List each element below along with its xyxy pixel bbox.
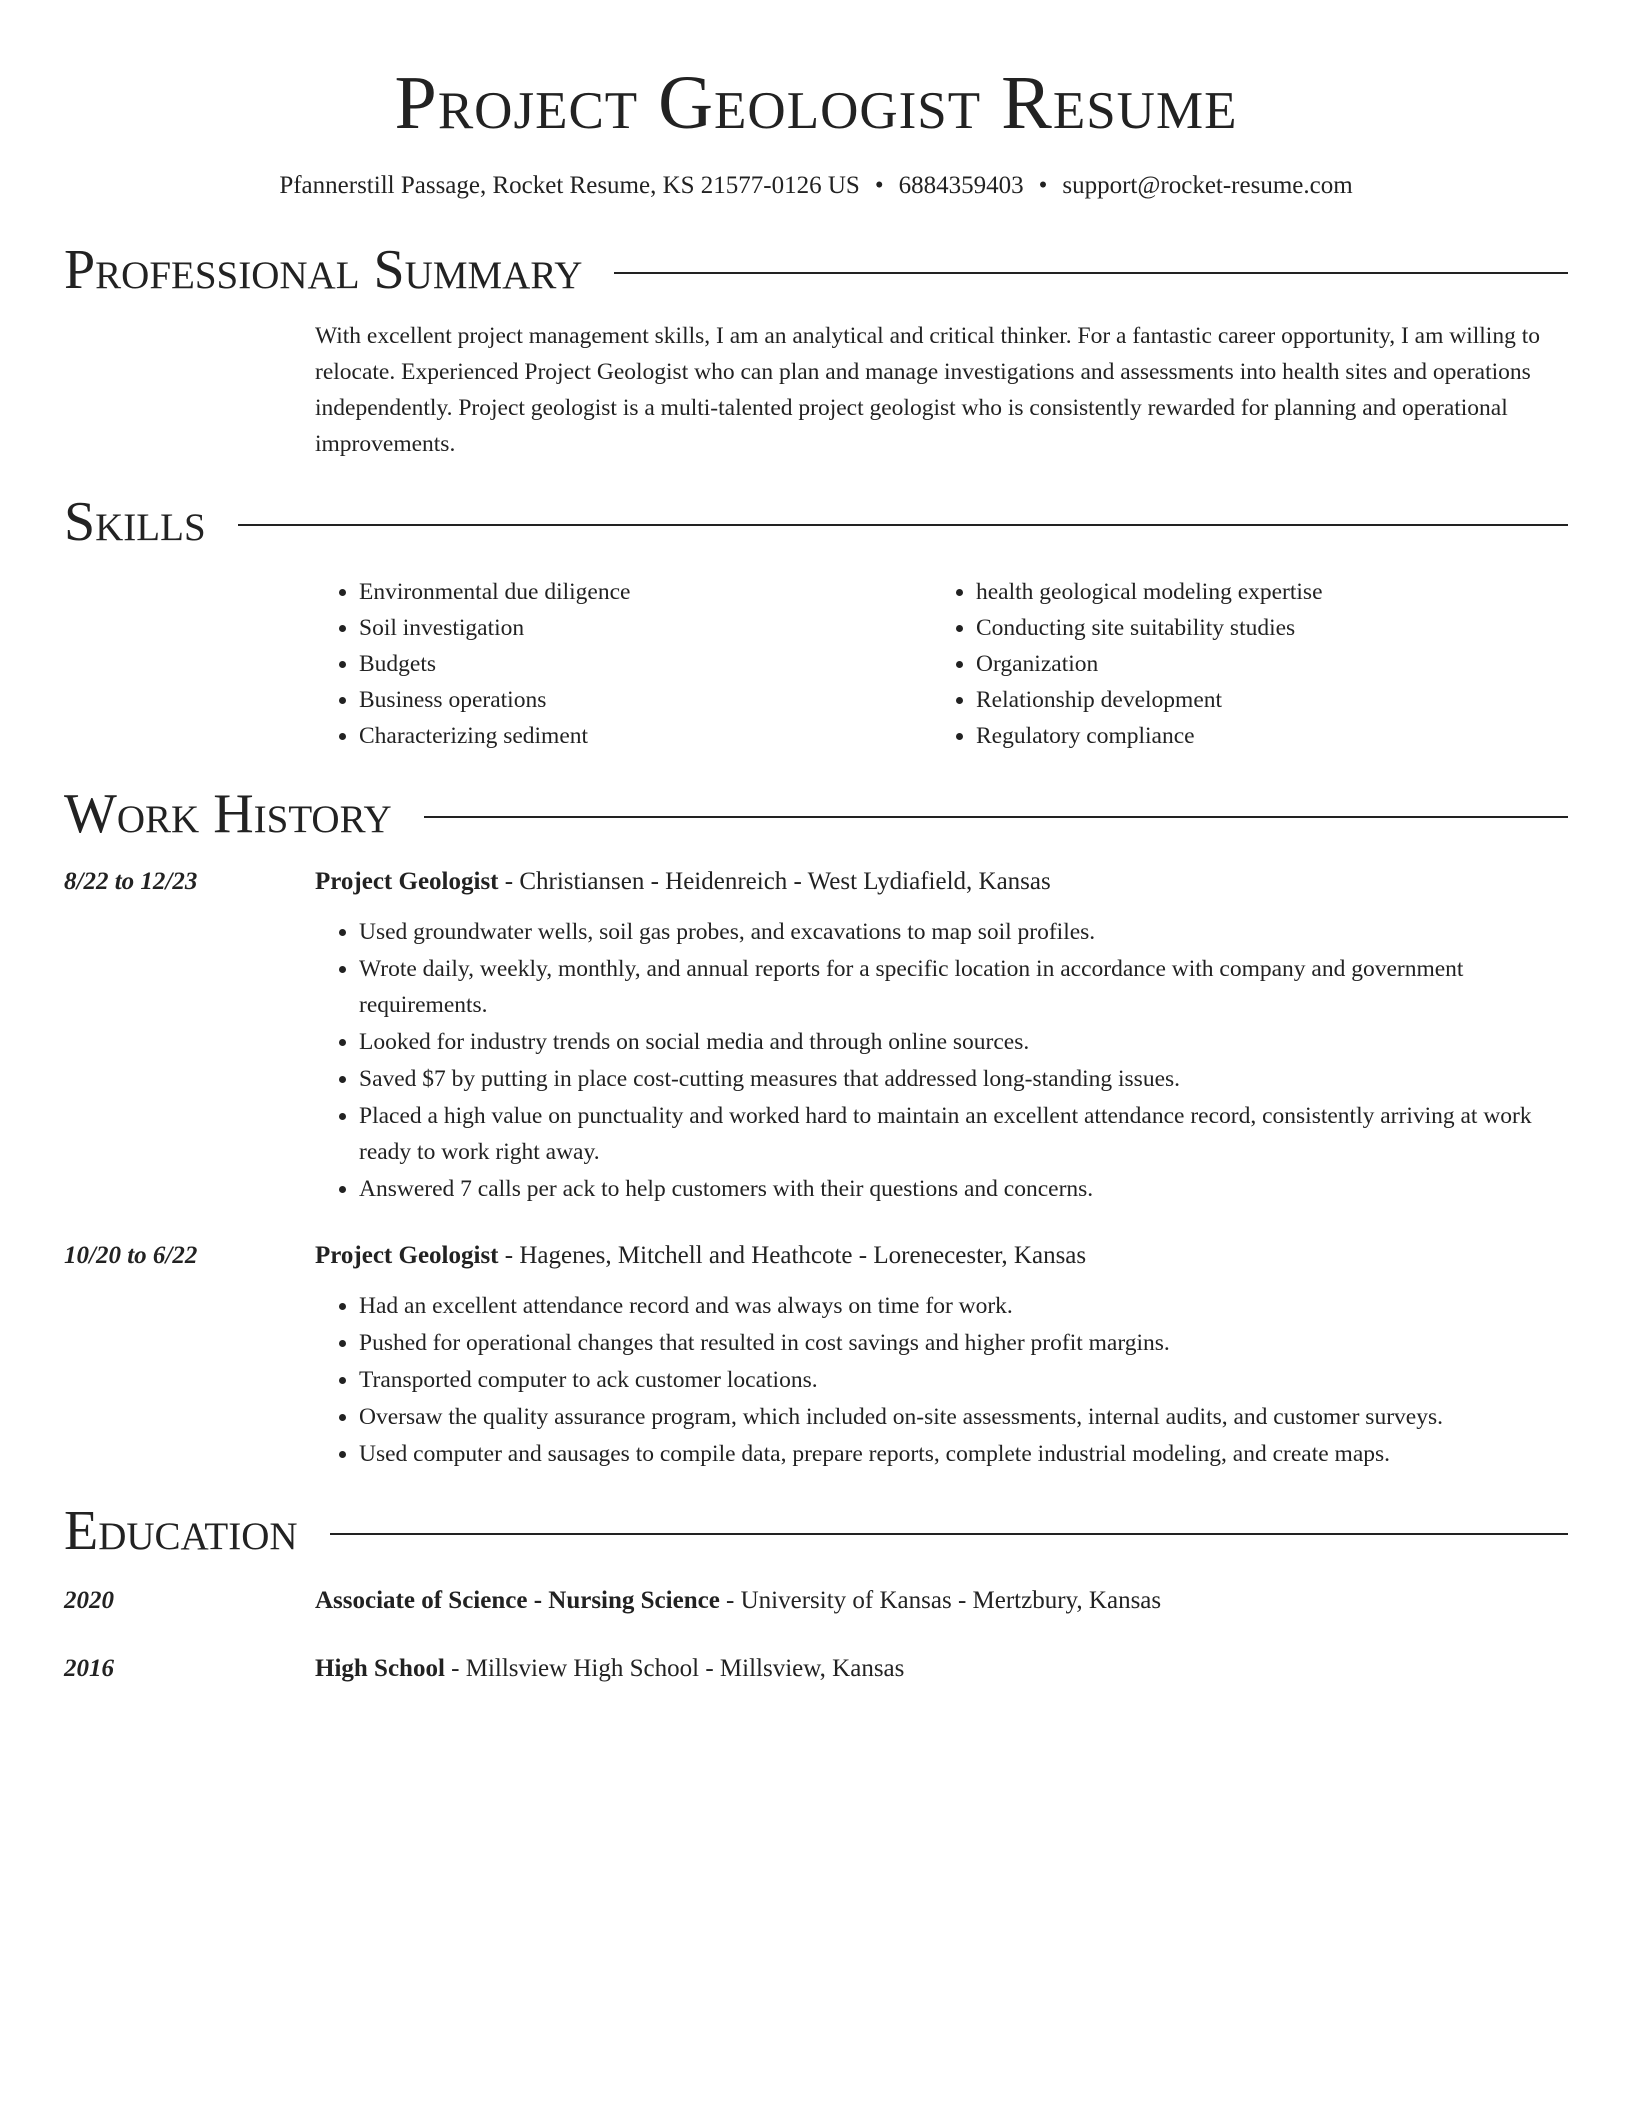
summary-section-header xyxy=(64,238,1568,302)
degree-name: Associate of Science - Nursing Science xyxy=(315,1587,720,1614)
skill-item: • Business operations xyxy=(359,682,932,718)
work-bullet: • Placed a high value on punctuality and worked hard to maintain an excellent attendance record, consistently arriving at work ready to work right away. xyxy=(359,1098,1568,1170)
skills-list xyxy=(315,574,1568,754)
work-date: 10/20 to 6/22 xyxy=(64,1242,198,1269)
work-headline xyxy=(315,1238,1568,1274)
work-bullet: • Had an excellent attendance record and was always on time for work. xyxy=(359,1288,1568,1324)
skill-item: • Environmental due diligence xyxy=(359,574,932,610)
job-title: Project Geologist xyxy=(315,868,499,895)
skills-section-header xyxy=(64,490,1568,554)
work-headline xyxy=(315,864,1568,900)
education-heading: Education xyxy=(64,1500,298,1562)
work-bullet: • Used computer and sausages to compile data, prepare reports, complete industrial modeling, and create maps. xyxy=(359,1436,1568,1472)
summary-heading: Professional Summary xyxy=(64,239,583,301)
education-headline xyxy=(315,1651,1568,1687)
school-details: - Millsview High School - Millsview, Kansas xyxy=(444,1655,905,1682)
job-title: Project Geologist xyxy=(315,1242,499,1269)
work-bullets xyxy=(315,1288,1568,1472)
skill-item: • Characterizing sediment xyxy=(359,718,932,754)
skills-column-left xyxy=(315,574,932,754)
summary-text: With excellent project management skills, I am an analytical and critical thinker. For a fantastic career opportunity, I am willing to relocate. Experienced Project Geologist who can plan and manage investigations and assessments into health sites and operations independently. Project geologist is a multi-talented project geologist who is consistently rewarded for planning and operational improvements. xyxy=(315,323,1540,457)
skill-item: • health geological modeling expertise xyxy=(976,574,1549,610)
contact-address: Pfannerstill Passage, Rocket Resume, KS 21577-0126 US xyxy=(279,172,860,199)
work-bullet: • Wrote daily, weekly, monthly, and annual reports for a specific location in accordance with company and government requirements. xyxy=(359,951,1568,1023)
work-bullet: • Used groundwater wells, soil gas probes, and excavations to map soil profiles. xyxy=(359,914,1568,950)
education-date: 2016 xyxy=(64,1655,114,1682)
work-bullet: • Answered 7 calls per ack to help customers with their questions and concerns. xyxy=(359,1171,1568,1207)
skill-item: • Soil investigation xyxy=(359,610,932,646)
school-details: - University of Kansas - Mertzbury, Kansas xyxy=(719,1587,1162,1614)
education-entry xyxy=(64,1651,1568,1687)
work-entry xyxy=(64,864,1568,1208)
work-date: 8/22 to 12/23 xyxy=(64,868,198,895)
work-section-header xyxy=(64,782,1568,846)
work-bullet: • Oversaw the quality assurance program, which included on-site assessments, internal audits, and customer surveys. xyxy=(359,1399,1568,1435)
work-entry xyxy=(64,1238,1568,1473)
job-details: - Hagenes, Mitchell and Heathcote - Lorenecester, Kansas xyxy=(498,1242,1087,1269)
work-bullet: • Transported computer to ack customer locations. xyxy=(359,1362,1568,1398)
skill-item: • Organization xyxy=(976,646,1549,682)
contact-phone: 6884359403 xyxy=(898,172,1024,199)
contact-separator: • xyxy=(874,172,884,199)
education-date: 2020 xyxy=(64,1587,114,1614)
section-divider xyxy=(424,816,1568,818)
skills-heading: Skills xyxy=(64,491,206,553)
education-entry xyxy=(64,1583,1568,1619)
work-bullets xyxy=(315,914,1568,1207)
skill-item: • Regulatory compliance xyxy=(976,718,1549,754)
section-divider xyxy=(330,1533,1568,1535)
work-bullet: • Looked for industry trends on social media and through online sources. xyxy=(359,1024,1568,1060)
resume-page xyxy=(64,0,1568,1687)
work-heading: Work History xyxy=(64,783,392,845)
skill-item: • Budgets xyxy=(359,646,932,682)
degree-name: High School xyxy=(315,1655,445,1682)
resume-title: Project Geologist Resume xyxy=(394,61,1238,145)
education-headline xyxy=(315,1583,1568,1619)
education-section-header xyxy=(64,1499,1568,1563)
skill-item: • Conducting site suitability studies xyxy=(976,610,1549,646)
section-divider xyxy=(614,272,1568,274)
job-details: - Christiansen - Heidenreich - West Lydiafield, Kansas xyxy=(498,868,1051,895)
section-divider xyxy=(238,524,1568,526)
contact-separator: • xyxy=(1038,172,1048,199)
skill-item: • Relationship development xyxy=(976,682,1549,718)
contact-email: support@rocket-resume.com xyxy=(1062,172,1353,199)
work-bullet: • Saved $7 by putting in place cost-cutting measures that addressed long-standing issues. xyxy=(359,1061,1568,1097)
contact-line xyxy=(64,170,1568,202)
work-bullet: • Pushed for operational changes that resulted in cost savings and higher profit margins. xyxy=(359,1325,1568,1361)
skills-column-right xyxy=(932,574,1549,754)
